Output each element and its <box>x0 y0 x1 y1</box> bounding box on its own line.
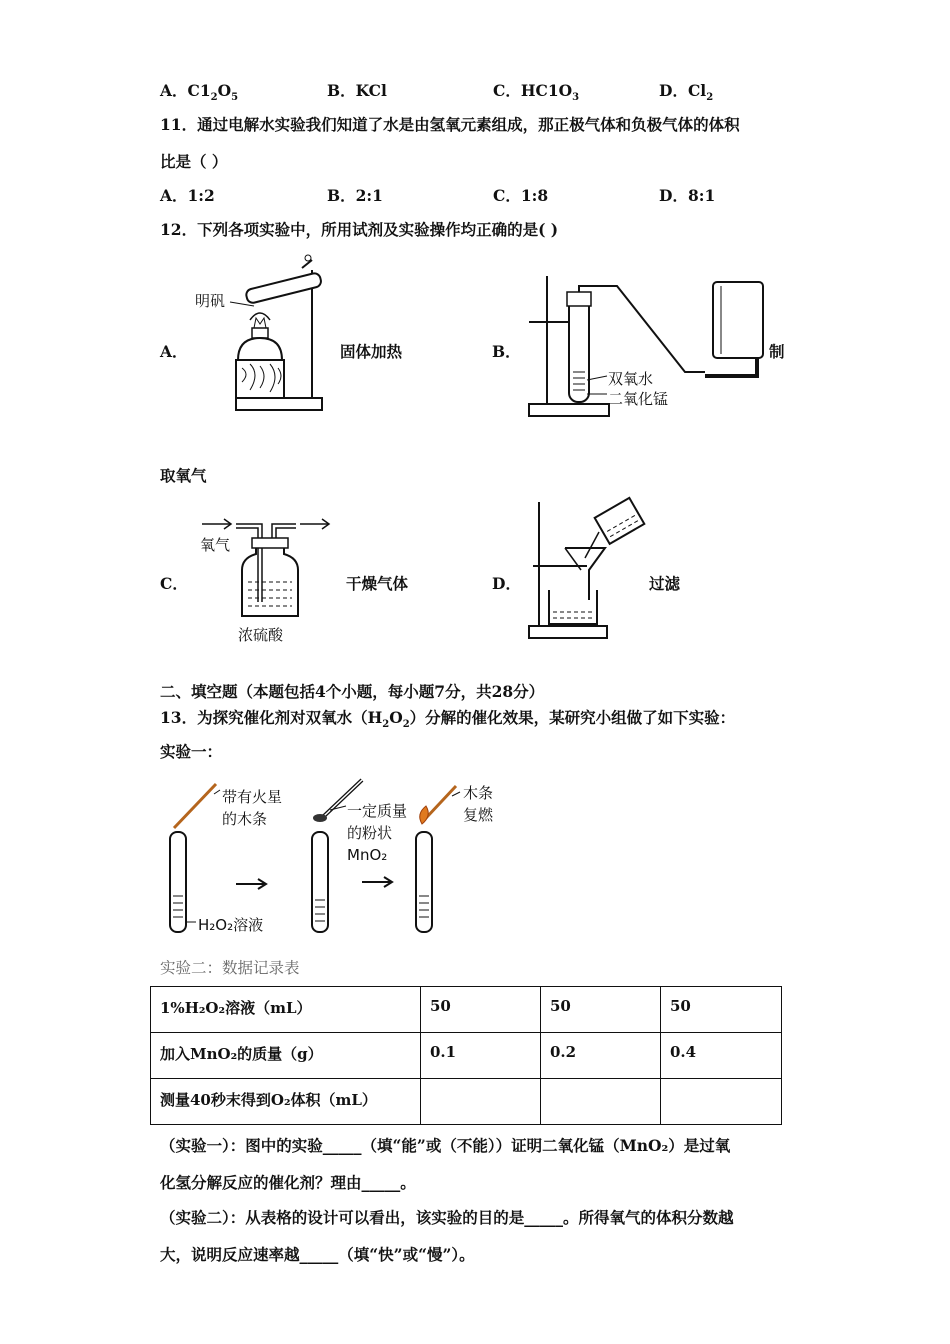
q11-option-d: D．8:1 <box>659 186 716 205</box>
q13-experiment2-question-line1: （实验二）：从表格的设计可以看出，该实验的目的是_____。所得氧气的体积分数越 <box>160 1208 734 1227</box>
mno2-label: MnO₂ <box>347 846 388 864</box>
q12-b-caption-continued: 取氧气 <box>160 466 207 485</box>
h2o2-solution-label: H₂O₂溶液 <box>198 916 264 934</box>
q11-option-c: C．1:8 <box>493 186 549 205</box>
q10-option-a: A．$C1_2O_5$ <box>160 81 239 104</box>
table-cell <box>541 1079 661 1125</box>
q12-a-caption: 固体加热 <box>340 342 403 361</box>
table-cell <box>661 1079 782 1125</box>
table-cell: 50 <box>421 987 541 1033</box>
experiment1-label: 实验一： <box>160 742 223 761</box>
table-row <box>151 1079 782 1125</box>
table-cell: 50 <box>541 987 661 1033</box>
glowing-splint-label2: 的木条 <box>222 810 268 828</box>
q11-stem-line2: 比是（ ） <box>160 152 228 171</box>
gas-drying-figure <box>200 512 340 630</box>
q12-b-caption: 制 <box>769 342 785 361</box>
glowing-splint-label1: 带有火星 <box>222 788 283 806</box>
q13-experiment1-question-line2: 化氢分解反应的催化剂？理由_____。 <box>160 1173 416 1192</box>
table-cell <box>421 1079 541 1125</box>
mno2-amount-label1: 一定质量 <box>347 802 408 820</box>
q12-stem: 12．下列各项实验中，所用试剂及实验操作均正确的是( ) <box>160 220 559 239</box>
q10-option-c: C．$HC1O_3$ <box>493 81 580 104</box>
q12-d-letter: D． <box>492 574 521 593</box>
table-row <box>151 1033 782 1079</box>
q13-experiment2-question-line2: 大，说明反应速率越_____（填“快”或“慢”）。 <box>160 1245 475 1264</box>
table-cell: 0.2 <box>541 1033 661 1079</box>
q11-option-b: B．2:1 <box>327 186 383 205</box>
section2-heading: 二、填空题（本题包括4个小题，每小题7分，共28分） <box>160 682 545 701</box>
sulfuric-acid-label: 浓硫酸 <box>238 626 284 644</box>
splint-label: 木条 <box>463 784 494 802</box>
table-cell: 0.4 <box>661 1033 782 1079</box>
q12-c-letter: C． <box>160 574 188 593</box>
q12-c-caption: 干燥气体 <box>346 574 409 593</box>
q13-experiment1-question-line1: （实验一）：图中的实验_____（填“能”或（不能））证明二氧化锰（MnO₂）是过氧 <box>160 1136 731 1155</box>
table-cell: 测量40秒末得到O₂体积（mL） <box>151 1079 421 1125</box>
table-cell: 加入MnO₂的质量（g） <box>151 1033 421 1079</box>
manganese-dioxide-label: 二氧化锰 <box>608 390 669 408</box>
table-row <box>151 987 782 1033</box>
alum-label: 明矾 <box>195 292 226 310</box>
table-cell: 50 <box>661 987 782 1033</box>
filtration-figure <box>525 498 645 640</box>
heating-apparatus-figure <box>190 250 330 415</box>
table-cell: 1%H₂O₂溶液（mL） <box>151 987 421 1033</box>
data-record-table <box>150 986 782 1125</box>
q10-option-d: D．$Cl_2$ <box>659 81 714 104</box>
q12-d-caption: 过滤 <box>649 574 681 593</box>
experiment2-label: 实验二：数据记录表 <box>160 959 300 977</box>
hydrogen-peroxide-label: 双氧水 <box>608 370 654 388</box>
table-cell: 0.1 <box>421 1033 541 1079</box>
q11-stem-line1: 11．通过电解水实验我们知道了水是由氢氧元素组成，那正极气体和负极气体的体积 <box>160 115 740 134</box>
q11-option-a: A．1:2 <box>160 186 215 205</box>
q10-option-b: B．KCl <box>327 81 387 100</box>
oxygen-label: 氧气 <box>200 536 231 554</box>
q13-stem: 13．为探究催化剂对双氧水$(H_2O_2)$分解的催化效果，某研究小组做了如下实验： <box>160 708 736 731</box>
q12-a-letter: A． <box>160 342 188 361</box>
rekindles-label: 复燃 <box>463 806 494 824</box>
mno2-amount-label2: 的粉状 <box>347 824 393 842</box>
q12-b-letter: B． <box>492 342 521 361</box>
